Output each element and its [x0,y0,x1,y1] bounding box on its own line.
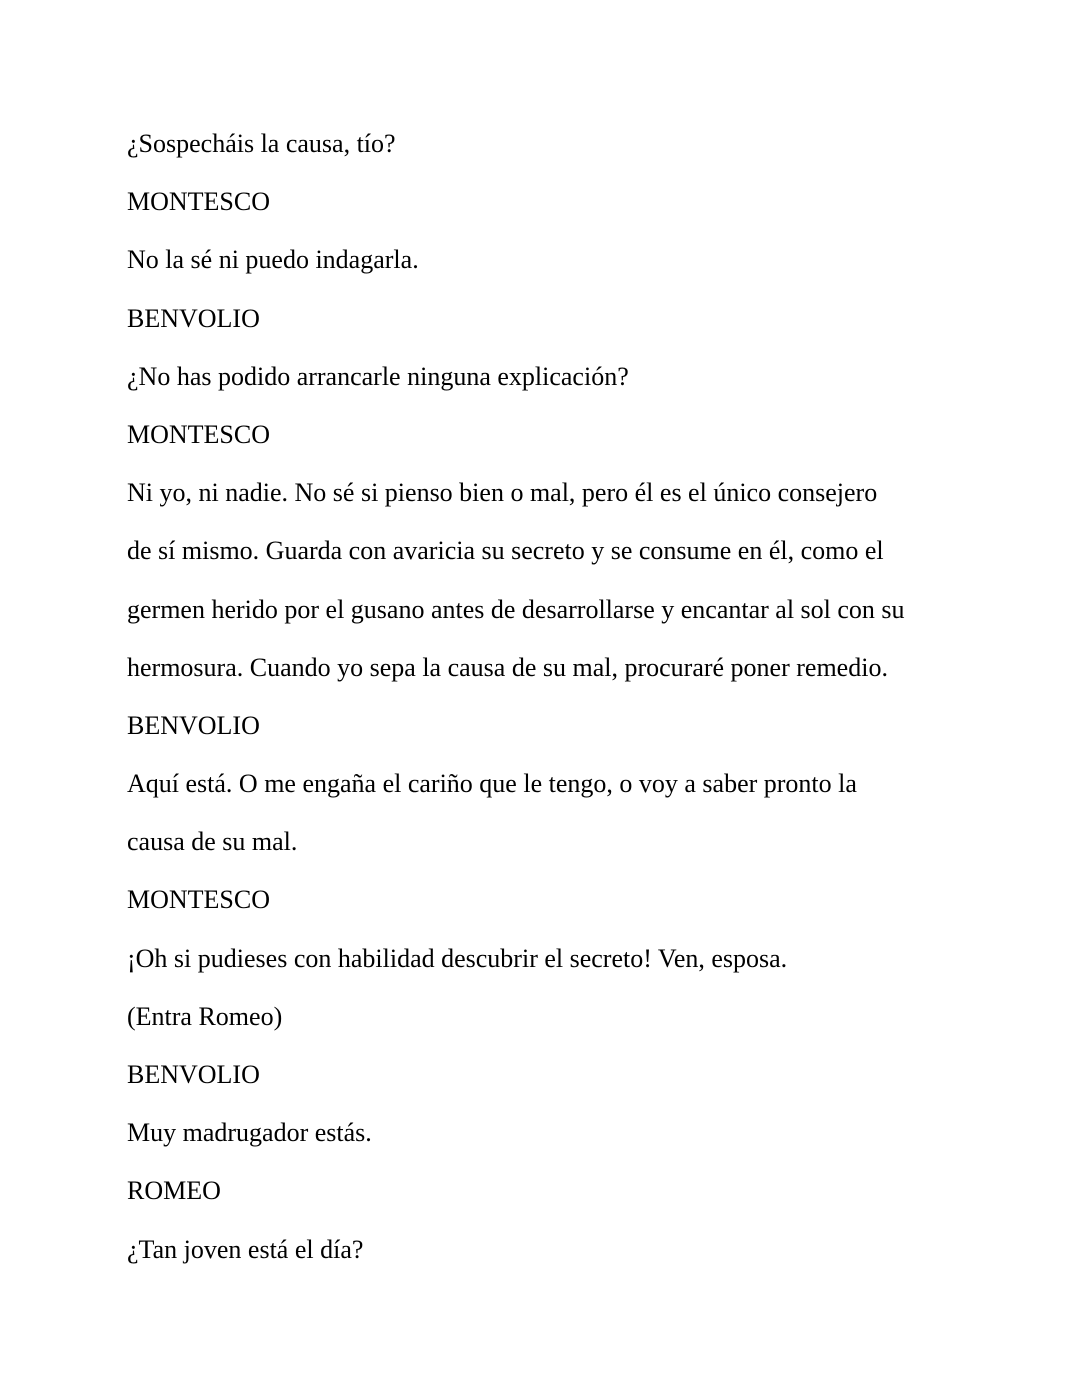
dialogue-line: de sí mismo. Guarda con avaricia su secreto y se consume en él, como el [127,536,884,566]
speaker-name: MONTESCO [127,187,271,217]
dialogue-line: Muy madrugador estás. [127,1118,372,1148]
dialogue-line: ¿Tan joven está el día? [127,1234,364,1264]
speaker-name: MONTESCO [127,419,271,449]
dialogue-line: Aquí está. O me engaña el cariño que le tengo, o voy a saber pronto la [127,769,857,799]
dialogue-line: causa de su mal. [127,827,298,857]
speaker-name: BENVOLIO [127,710,260,740]
play-text [127,115,947,1279]
dialogue-line: ¡Oh si pudieses con habilidad descubrir el secreto! Ven, esposa. [127,943,788,973]
speaker-name: MONTESCO [127,885,271,915]
speaker-name: BENVOLIO [127,303,260,333]
dialogue-line: ¿No has podido arrancarle ninguna explicación? [127,361,629,391]
stage-direction: (Entra Romeo) [127,1001,283,1031]
dialogue-line: No la sé ni puedo indagarla. [127,245,419,275]
dialogue-line: Ni yo, ni nadie. No sé si pienso bien o mal, pero él es el único consejero [127,478,878,508]
dialogue-line: hermosura. Cuando yo sepa la causa de su mal, procuraré poner remedio. [127,652,888,682]
speaker-name: ROMEO [127,1176,221,1206]
speaker-name: BENVOLIO [127,1060,260,1089]
dialogue-line: germen herido por el gusano antes de desarrollarse y encantar al sol con su [127,594,905,624]
dialogue-line: ¿Sospecháis la causa, tío? [127,129,396,158]
